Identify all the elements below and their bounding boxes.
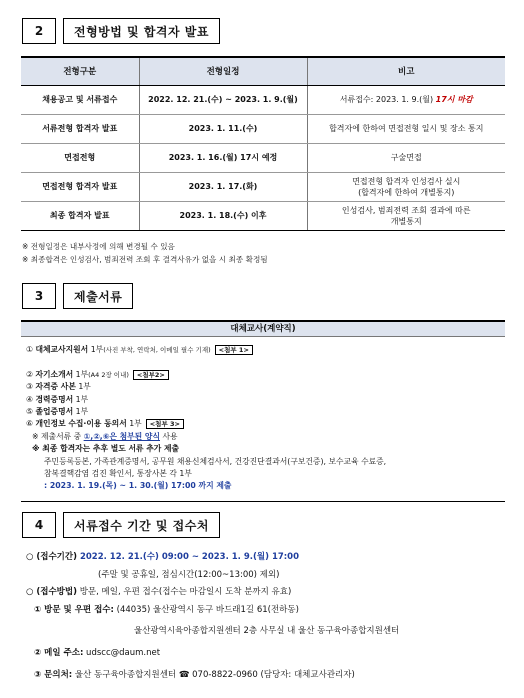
table-row	[21, 172, 505, 201]
period-row	[26, 549, 399, 567]
table-row	[21, 85, 505, 114]
schedule-notes	[22, 240, 268, 266]
schedule-table	[21, 56, 505, 231]
item-qty: 1부	[75, 382, 91, 392]
mail-label: ② 메일 주소:	[34, 647, 84, 658]
method-label: ○ (접수방법)	[26, 587, 77, 598]
item-number: ⑤	[26, 407, 33, 417]
item-qty: 1부	[88, 345, 104, 354]
attachment-tag: <첨부2>	[133, 370, 169, 380]
list-item	[26, 369, 505, 381]
table-row	[21, 143, 505, 172]
item-name: 졸업증명서	[35, 407, 74, 417]
table-row	[21, 201, 505, 230]
section-number: 3	[22, 283, 56, 309]
section-number: 4	[22, 512, 56, 538]
table-row	[21, 114, 505, 143]
item-name: 자기소개서	[35, 369, 74, 379]
item-detail: (사진 부착, 연락처, 이메일 필수 기재)	[103, 346, 211, 354]
list-item	[26, 406, 505, 418]
note-line: (합격자에 한하여 개별통지)	[358, 187, 455, 197]
item-qty: 1부	[73, 394, 89, 404]
note-text: 사용	[160, 431, 178, 441]
note-cell	[307, 172, 505, 201]
category-cell: 최종 합격자 발표	[21, 201, 139, 230]
note-emphasis: ①,②,⑥은 첨부된 양식	[83, 431, 160, 441]
item-number: ②	[26, 369, 33, 379]
item-number: ④	[26, 394, 33, 404]
category-cell: 서류전형 합격자 발표	[21, 114, 139, 143]
section-4-header	[22, 512, 220, 538]
schedule-cell: 2023. 1. 16.(월) 17시 예정	[139, 143, 307, 172]
final-docs-title: ※ 최종 합격자는 추후 별도 서류 추가 제출	[32, 444, 180, 454]
note-line: ※ 최종합격은 인성검사, 범죄전력 조회 후 결격사유가 없을 시 최종 확정됨	[22, 255, 268, 264]
item-number: ⑥	[26, 419, 33, 429]
category-cell: 면접전형 합격자 발표	[21, 172, 139, 201]
item-qty: 1부	[126, 419, 142, 429]
contact-label: ③ 문의처:	[34, 669, 73, 680]
list-item	[26, 381, 505, 393]
note-line: 인성검사, 범죄전력 조회 결과에 따른	[341, 205, 471, 215]
attachment-tag: <첨부 1>	[215, 345, 253, 355]
documents-list	[21, 337, 505, 493]
item-qty: 1부	[73, 369, 89, 379]
documents-box-header: 대체교사(계약직)	[21, 322, 505, 337]
schedule-cell: 2023. 1. 18.(수) 이후	[139, 201, 307, 230]
visit-row	[26, 602, 399, 620]
mail-row	[26, 645, 399, 663]
note-cell	[307, 201, 505, 230]
visit-address: (44035) 울산광역시 동구 바드래1길 61(전하동)	[113, 604, 299, 615]
note-line: 면접전형 합격자 인성검사 실시	[352, 176, 461, 186]
note-line: 개별통지	[390, 216, 422, 226]
mail-address: udscc@daum.net	[83, 647, 161, 658]
item-name: 대체교사지원서	[35, 345, 89, 354]
item-qty: 1부	[73, 407, 89, 417]
section-3-header	[22, 283, 133, 309]
table-header-row	[21, 57, 505, 85]
documents-box	[21, 320, 505, 502]
category-cell: 면접전형	[21, 143, 139, 172]
final-docs-line: 참복결핵감염 검진 확인서, 통장사본 각 1부	[44, 469, 192, 479]
visit-sub: 울산광역시육아종합지원센터 2층 사무실 내 울산 동구육아종합지원센터	[134, 626, 400, 637]
section-title: 제출서류	[63, 283, 133, 309]
item-name: 자격증 사본	[35, 382, 76, 392]
note-text: ※ 제출서류 중	[32, 431, 84, 441]
schedule-cell: 2023. 1. 11.(수)	[139, 114, 307, 143]
section-title: 서류접수 기간 및 접수처	[63, 512, 220, 538]
item-number: ③	[26, 382, 33, 392]
note-cell: 합격자에 한하여 면접전형 일시 및 장소 통지	[307, 114, 505, 143]
list-item	[26, 344, 505, 356]
final-docs-line: 주민등록등본, 가족관계증명서, 공무원 채용신체검사서, 건강진단결과서(구보건증), 보수교육 수료증,	[44, 456, 387, 466]
note-cell	[307, 85, 505, 114]
item-number: ①	[26, 345, 33, 354]
schedule-cell: 2022. 12. 21.(수) ~ 2023. 1. 9.(월)	[139, 85, 307, 114]
note-line: ※ 전형일정은 내부사정에 의해 변경될 수 있음	[22, 242, 175, 251]
period-value: 2022. 12. 21.(수) 09:00 ~ 2023. 1. 9.(월) 17:00	[79, 552, 299, 562]
section-number: 2	[22, 18, 56, 44]
category-cell: 채용공고 및 서류접수	[21, 85, 139, 114]
column-header: 전형일정	[139, 57, 307, 85]
contact-value: 울산 동구육아종합지원센터 ☎ 070-8822-0960 (담당자: 대체교사관리자)	[72, 669, 355, 680]
final-docs-period: : 2023. 1. 19.(목) ~ 1. 30.(월) 17:00 까지 제출	[44, 481, 232, 491]
period-label: ○ (접수기간)	[26, 552, 80, 562]
period-sub: (주말 및 공휴일, 점심시간(12:00~13:00) 제외)	[98, 569, 280, 580]
contact-row	[26, 667, 399, 685]
list-item	[26, 394, 505, 406]
list-item	[26, 418, 505, 430]
section-2-header	[22, 18, 220, 44]
item-name: 개인정보 수집·이용 동의서	[35, 419, 127, 429]
note-cell: 구술면접	[307, 143, 505, 172]
schedule-cell: 2023. 1. 17.(화)	[139, 172, 307, 201]
form-note	[26, 431, 505, 443]
deadline-emphasis: 17시 마감	[435, 95, 473, 104]
attachment-tag: <첨부 3>	[146, 419, 184, 429]
column-header: 전형구분	[21, 57, 139, 85]
item-detail: (A4 2장 이내)	[88, 370, 129, 379]
method-value: 방문, 메일, 우편 접수(접수는 마감일시 도착 분까지 유효)	[77, 587, 292, 598]
section-title: 전형방법 및 합격자 발표	[63, 18, 220, 44]
note-text: 서류접수: 2023. 1. 9.(월)	[339, 95, 436, 104]
column-header: 비고	[307, 57, 505, 85]
submission-info	[26, 549, 399, 684]
method-row	[26, 584, 399, 602]
visit-label: ① 방문 및 우편 접수:	[34, 604, 114, 615]
item-name: 경력증명서	[35, 394, 74, 404]
